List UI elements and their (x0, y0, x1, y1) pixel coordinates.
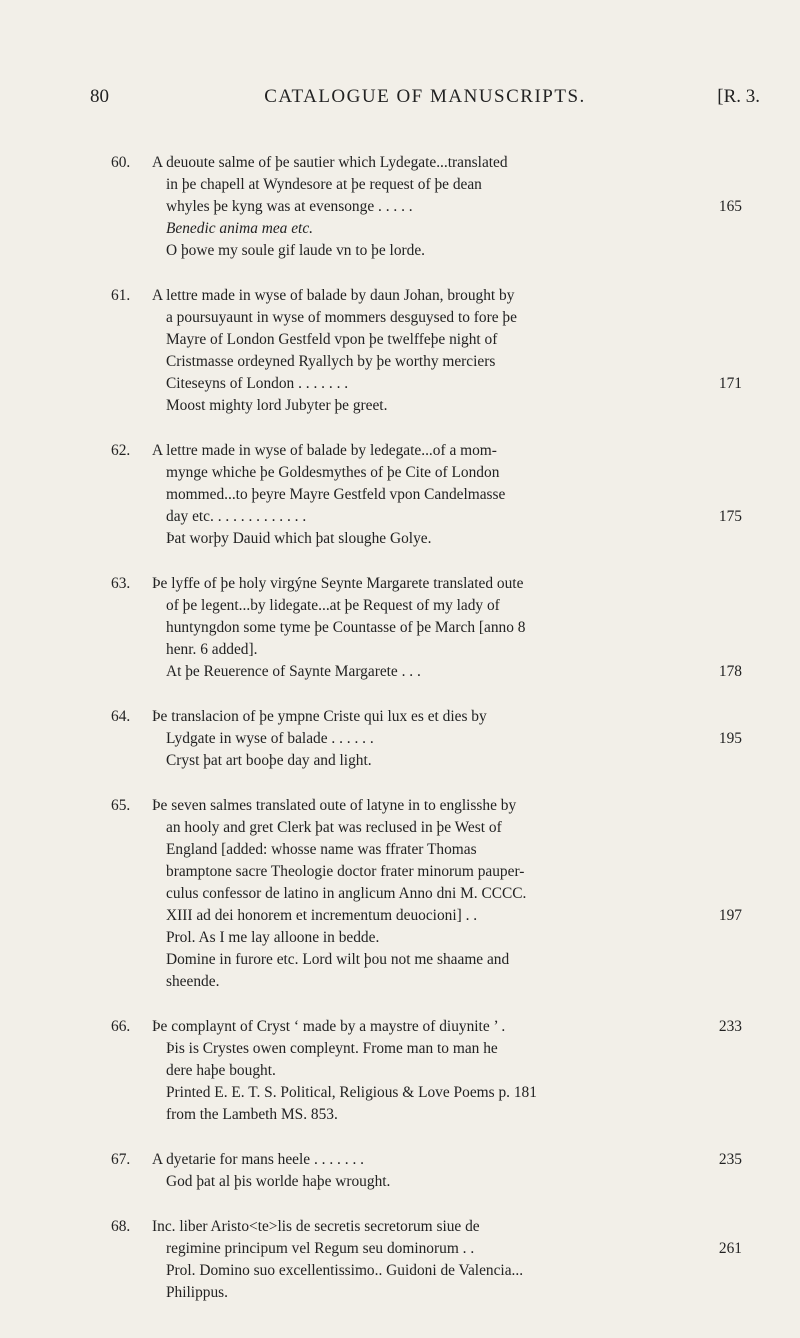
entry-line: mommed...to þeyre Mayre Gestfeld vpon Candelmasse (166, 486, 506, 503)
entry-61 (112, 285, 742, 417)
entry-line: Inc. liber Aristo<te>lis de secretis secretorum siue de (152, 1218, 480, 1235)
entry-line: Þe seven salmes translated oute of latyne in to englisshe by (152, 797, 517, 814)
entry-line (112, 1238, 742, 1260)
entry-64 (112, 706, 742, 772)
entry-line: dere haþe bought. (166, 1062, 276, 1079)
entry-line: Printed E. E. T. S. Political, Religious & Love Poems p. 181 (166, 1084, 537, 1101)
entry-line: Cryst þat art booþe day and light. (166, 752, 372, 769)
entry-line: sheende. (166, 973, 220, 990)
folio-number: 178 (718, 663, 742, 680)
entry-67 (112, 1149, 742, 1193)
folio-number: 175 (718, 508, 742, 525)
entry-68 (112, 1216, 742, 1304)
entry-line (112, 1016, 742, 1038)
entry-line: Prol. Domino suo excellentissimo.. Guidoni de Valencia... (166, 1262, 524, 1279)
entry-line: Mayre of London Gestfeld vpon þe twelffeþe night of (166, 331, 498, 348)
entry-number: 60. (111, 154, 131, 171)
entry-66 (112, 1016, 742, 1126)
entry-line (112, 661, 742, 683)
folio-number: 197 (718, 907, 742, 924)
entry-line: from the Lambeth MS. 853. (166, 1106, 338, 1123)
folio-number: 195 (718, 730, 742, 747)
entry-line: an hooly and gret Clerk þat was reclused in þe West of (166, 819, 502, 836)
catalogue-entries (112, 152, 742, 1327)
entry-line: a poursuyaunt in wyse of mommers desguysed to fore þe (166, 309, 517, 326)
entry-line: mynge whiche þe Goldesmythes of þe Cite of London (166, 464, 500, 481)
entry-number: 62. (111, 442, 131, 459)
entry-line: England [added: whosse name was ffrater Thomas (166, 841, 477, 858)
entry-line: of þe legent...by lidegate...at þe Request of my lady of (166, 597, 500, 614)
entry-number: 66. (111, 1018, 131, 1035)
entry-line-text: Lydgate in wyse of balade . . . . . . (166, 730, 374, 747)
folio-number: 261 (718, 1240, 742, 1257)
entry-line-text: A dyetarie for mans heele . . . . . . . (152, 1151, 364, 1168)
entry-line: Moost mighty lord Jubyter þe greet. (166, 397, 388, 414)
entry-62 (112, 440, 742, 550)
entry-line-text: Þe complaynt of Cryst ‘ made by a maystre of diuynite ’ . (152, 1018, 506, 1035)
entry-line: bramptone sacre Theologie doctor frater minorum pauper- (166, 863, 525, 880)
entry-line (112, 1149, 742, 1171)
incipit-line (112, 218, 742, 240)
entry-line-text: XIII ad dei honorem et incrementum deuocioni] . . (166, 907, 478, 924)
page-title: CATALOGUE OF MANUSCRIPTS. (264, 86, 586, 107)
running-header (90, 86, 760, 114)
entry-line: henr. 6 added]. (166, 641, 258, 658)
entry-line: O þowe my soule gif laude vn to þe lorde. (166, 242, 426, 259)
entry-line: in þe chapell at Wyndesore at þe request of þe dean (166, 176, 482, 193)
entry-line: Philippus. (166, 1284, 229, 1301)
entry-line: A lettre made in wyse of balade by ledegate...of a mom- (152, 442, 497, 459)
entry-line (112, 728, 742, 750)
entry-line (112, 905, 742, 927)
entry-line-text: Citeseyns of London . . . . . . . (166, 375, 349, 392)
entry-line: God þat al þis worlde haþe wrought. (166, 1173, 391, 1190)
entry-number: 65. (111, 797, 131, 814)
entry-line: Cristmasse ordeyned Ryallych by þe worthy merciers (166, 353, 496, 370)
entry-60 (112, 152, 742, 262)
incipit-text: Benedic anima mea etc. (166, 220, 314, 237)
entry-line (112, 373, 742, 395)
entry-line: Þis is Crystes owen compleynt. Frome man to man he (166, 1040, 498, 1057)
entry-line: A lettre made in wyse of balade by daun Johan, brought by (152, 287, 515, 304)
section-reference: [R. 3. (717, 86, 760, 107)
folio-number: 233 (718, 1018, 742, 1035)
entry-line-text: At þe Reuerence of Saynte Margarete . . . (166, 663, 421, 680)
entry-65 (112, 795, 742, 993)
entry-number: 61. (111, 287, 131, 304)
entry-number: 63. (111, 575, 131, 592)
entry-63 (112, 573, 742, 683)
entry-line-text: day etc. . . . . . . . . . . . . (166, 508, 307, 525)
entry-number: 67. (111, 1151, 131, 1168)
entry-line: Þat worþy Dauid which þat sloughe Golye. (166, 530, 432, 547)
entry-line: Þe translacion of þe ympne Criste qui lux es et dies by (152, 708, 487, 725)
entry-line: Þe lyffe of þe holy virgýne Seynte Margarete translated oute (152, 575, 524, 592)
page-number: 80 (90, 86, 109, 107)
folio-number: 165 (718, 198, 742, 215)
entry-line: culus confessor de latino in anglicum Anno dni M. CCCC. (166, 885, 527, 902)
entry-line (112, 196, 742, 218)
entry-line: huntyngdon some tyme þe Countasse of þe March [anno 8 (166, 619, 526, 636)
entry-line: A deuoute salme of þe sautier which Lydegate...translated (152, 154, 508, 171)
folio-number: 171 (718, 375, 742, 392)
entry-number: 68. (111, 1218, 131, 1235)
entry-line-text: whyles þe kyng was at evensonge . . . . . (166, 198, 413, 215)
entry-number: 64. (111, 708, 131, 725)
entry-line (112, 506, 742, 528)
folio-number: 235 (718, 1151, 742, 1168)
entry-line-text: regimine principum vel Regum seu dominorum . . (166, 1240, 475, 1257)
entry-line: Domine in furore etc. Lord wilt þou not me shaame and (166, 951, 510, 968)
entry-line: Prol. As I me lay alloone in bedde. (166, 929, 380, 946)
